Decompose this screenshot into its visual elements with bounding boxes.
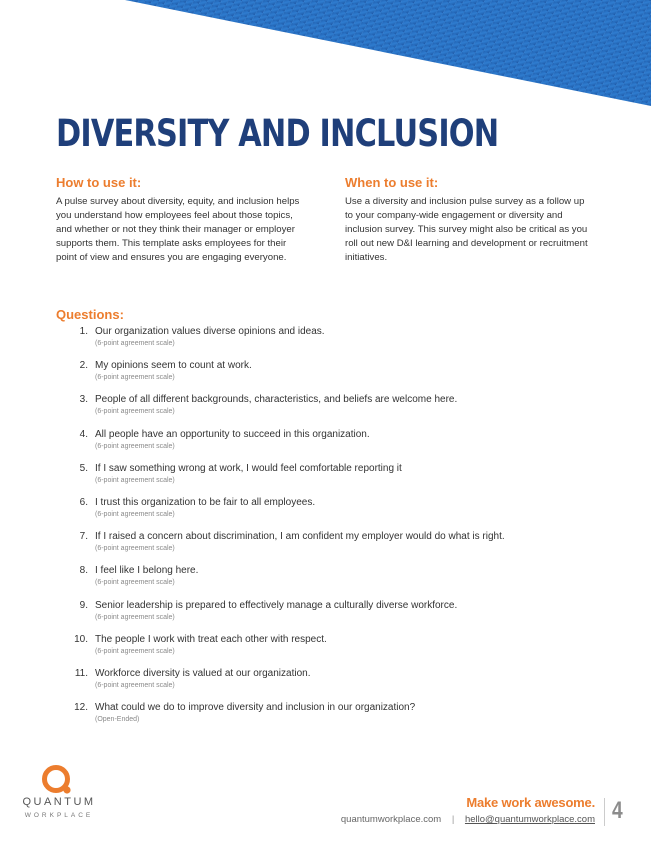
question-scale: (6-point agreement scale) bbox=[95, 510, 175, 518]
when-to-use-section bbox=[345, 175, 595, 265]
question-number: 6. bbox=[79, 496, 88, 508]
questions-heading: Questions: bbox=[56, 307, 124, 322]
question-item bbox=[56, 565, 616, 599]
quantum-q-icon bbox=[40, 764, 78, 796]
when-to-use-heading: When to use it: bbox=[345, 175, 439, 190]
question-number: 5. bbox=[79, 462, 88, 474]
question-number: 9. bbox=[79, 599, 88, 611]
question-scale: (6-point agreement scale) bbox=[95, 442, 175, 450]
how-to-use-section bbox=[56, 175, 302, 265]
how-to-use-body: A pulse survey about diversity, equity, and inclusion helps you understand how employees feel about those topics, and whether or not they think their manager or employer supports them. This template asks employees for their point of view and ensures you are engaging everyone. bbox=[56, 196, 300, 263]
question-text: Our organization values diverse opinions and ideas. bbox=[95, 326, 325, 337]
question-scale: (6-point agreement scale) bbox=[95, 613, 175, 621]
question-number: 12. bbox=[74, 702, 88, 714]
website-link[interactable]: quantumworkplace.com bbox=[340, 814, 442, 825]
question-scale: (6-point agreement scale) bbox=[95, 545, 175, 553]
logo-name: QUANTUM bbox=[22, 796, 96, 808]
question-scale: (6-point agreement scale) bbox=[95, 340, 175, 347]
question-text: All people have an opportunity to succeed in this organization. bbox=[95, 428, 370, 440]
question-text: Workforce diversity is valued at our organization. bbox=[95, 667, 311, 679]
question-scale: (Open-Ended) bbox=[95, 716, 140, 724]
question-item bbox=[56, 463, 616, 497]
question-item bbox=[56, 702, 616, 736]
question-number: 7. bbox=[79, 531, 88, 543]
header-banner bbox=[0, 0, 651, 112]
footer-links bbox=[341, 814, 595, 825]
page-title: DIVERSITY AND INCLUSION bbox=[56, 112, 499, 155]
question-item bbox=[56, 394, 616, 428]
question-text: What could we do to improve diversity and inclusion in our organization? bbox=[95, 702, 416, 714]
question-item bbox=[56, 668, 616, 702]
when-to-use-body: Use a diversity and inclusion pulse survey as a follow up to your company-wide engagement or diversity and inclusion survey. This survey might also be critical as you roll out new D&I learning and development or recruitment initiatives. bbox=[345, 196, 588, 263]
question-text: People of all different backgrounds, characteristics, and beliefs are welcome here. bbox=[95, 394, 458, 406]
footer-divider bbox=[604, 798, 605, 826]
page-number: 4 bbox=[612, 797, 623, 824]
logo-subtitle: WORKPLACE bbox=[24, 812, 94, 819]
how-to-use-heading: How to use it: bbox=[56, 175, 142, 190]
tagline: Make work awesome. bbox=[466, 795, 595, 810]
question-scale: (6-point agreement scale) bbox=[95, 579, 175, 587]
question-number: 3. bbox=[79, 394, 88, 406]
question-number: 2. bbox=[79, 360, 88, 372]
question-number: 1. bbox=[79, 326, 88, 337]
question-number: 4. bbox=[79, 428, 88, 440]
question-number: 10. bbox=[74, 633, 88, 645]
question-item bbox=[56, 326, 616, 360]
quantum-workplace-logo bbox=[20, 762, 130, 832]
question-item bbox=[56, 634, 616, 668]
question-item bbox=[56, 429, 616, 463]
question-scale: (6-point agreement scale) bbox=[95, 647, 175, 655]
question-scale: (6-point agreement scale) bbox=[95, 476, 175, 484]
question-text: Senior leadership is prepared to effectively manage a culturally diverse workforce. bbox=[95, 599, 458, 611]
question-number: 8. bbox=[79, 565, 88, 577]
question-item bbox=[56, 531, 616, 565]
question-text: I feel like I belong here. bbox=[95, 565, 199, 577]
email-link[interactable]: hello@quantumworkplace.com bbox=[464, 814, 595, 825]
questions-list bbox=[56, 326, 616, 736]
question-item bbox=[56, 600, 616, 634]
question-item bbox=[56, 360, 616, 394]
question-number: 11. bbox=[74, 667, 88, 679]
question-scale: (6-point agreement scale) bbox=[95, 408, 175, 416]
question-item bbox=[56, 497, 616, 531]
question-text: If I raised a concern about discrimination, I am confident my employer would do what is right. bbox=[95, 531, 505, 543]
question-text: The people I work with treat each other with respect. bbox=[95, 633, 327, 645]
question-text: I trust this organization to be fair to all employees. bbox=[95, 496, 316, 508]
question-scale: (6-point agreement scale) bbox=[95, 681, 175, 689]
question-text: If I saw something wrong at work, I would feel comfortable reporting it bbox=[95, 462, 402, 474]
question-text: My opinions seem to count at work. bbox=[95, 360, 252, 372]
footer-separator: | bbox=[451, 814, 455, 825]
question-scale: (6-point agreement scale) bbox=[95, 374, 175, 382]
